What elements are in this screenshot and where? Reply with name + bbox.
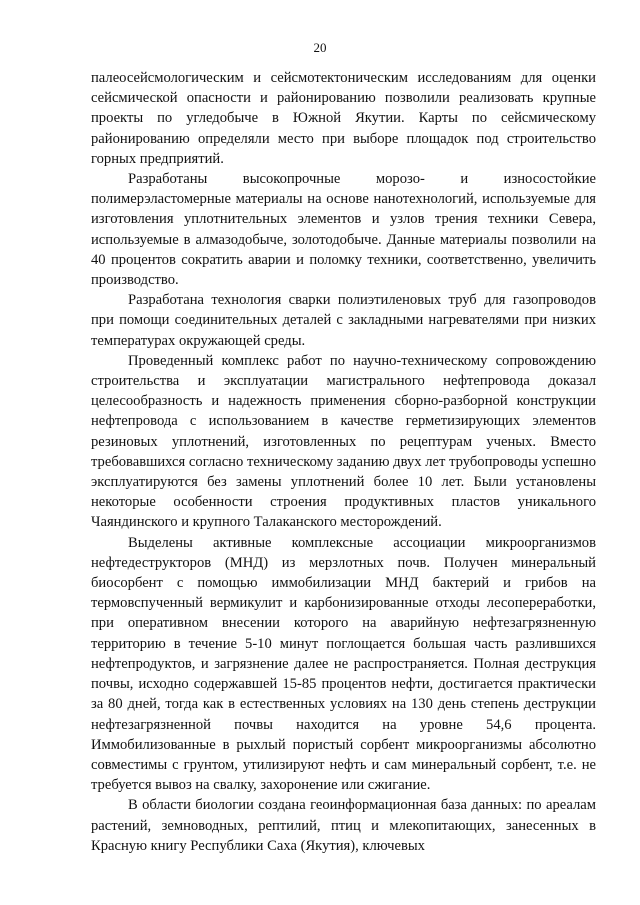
paragraph-oil-destructors: Выделены активные комплексные ассоциации микроорганизмов нефтедеструкторов (МНД) из мерзлотных почв. Получен минеральный биосорбент с помощью иммобилизации МНД бактерий и грибов на термовспученный вермикулит и карбонизированные отходы лесопереработки, при оперативном внесении которого на аварийную нефтезагрязненную территорию в течение 5-10 минут поглощается большая часть разлившихся нефтепродуктов, и загрязнение далее не распространяется. Полная деструкция почвы, исходно содержавшей 15-85 процентов нефти, достигается практически за 80 дней, тогда как в естественных условиях на 130 день степень деструкции нефтезагрязненной почвы находится на уровне 54,6 процента. Иммобилизованные в рыхлый пористый сорбент микроорганизмы абсолютно совместимы с грунтом, утилизируют нефть и сам минеральный сорбент, т.е. не требуется вывоз на свалку, захоронение или сжигание.: [91, 534, 596, 794]
paragraph-biology-database: В области биологии создана геоинформационная база данных: по ареалам растений, земноводных, рептилий, птиц и млекопитающих, занесенных в Красную книгу Республики Саха (Якутия), ключевых: [91, 797, 596, 854]
paragraph-seismic-continuation: палеосейсмологическим и сейсмотектоническим исследованиям для оценки сейсмической опасности и районированию позволили реализовать крупные проекты по угледобыче в Южной Якутии. Карты по сейсмическому районированию определяли место при выборе площадок под строительство горных предприятий.: [91, 70, 596, 167]
paragraph-polymer-materials: Разработаны высокопрочные морозо- и износостойкие полимерэластомерные материалы на основе нанотехнологий, используемые для изготовления уплотнительных элементов и узлов трения техники Севера, используемые в алмазодобыче, золотодобыче. Данные материалы позволили на 40 процентов сократить аварии и поломку техники, соответственно, увеличить производство.: [91, 171, 596, 289]
paragraph-pipe-welding: Разработана технология сварки полиэтиленовых труб для газопроводов при помощи соединительных деталей с закладными нагревателями при низких температурах окружающей среды.: [91, 292, 596, 349]
page-number: 20: [313, 40, 327, 55]
document-body: [91, 68, 596, 856]
paragraph-oil-pipeline: Проведенный комплекс работ по научно-техническому сопровождению строительства и эксплуатации магистрального нефтепровода доказал целесообразность и надежность применения сборно-разборной конструкции нефтепровода с использованием в качестве герметизирующих элементов резиновых уплотнений, изготовленных по рецептурам ученых. Вместо требовавшихся согласно техническому заданию двух лет трубопроводы успешно эксплуатируются без замены уплотнений более 10 лет. Были установлены некоторые особенности строения продуктивных пластов уникального Чаяндинского и крупного Талаканского месторождений.: [91, 352, 596, 531]
